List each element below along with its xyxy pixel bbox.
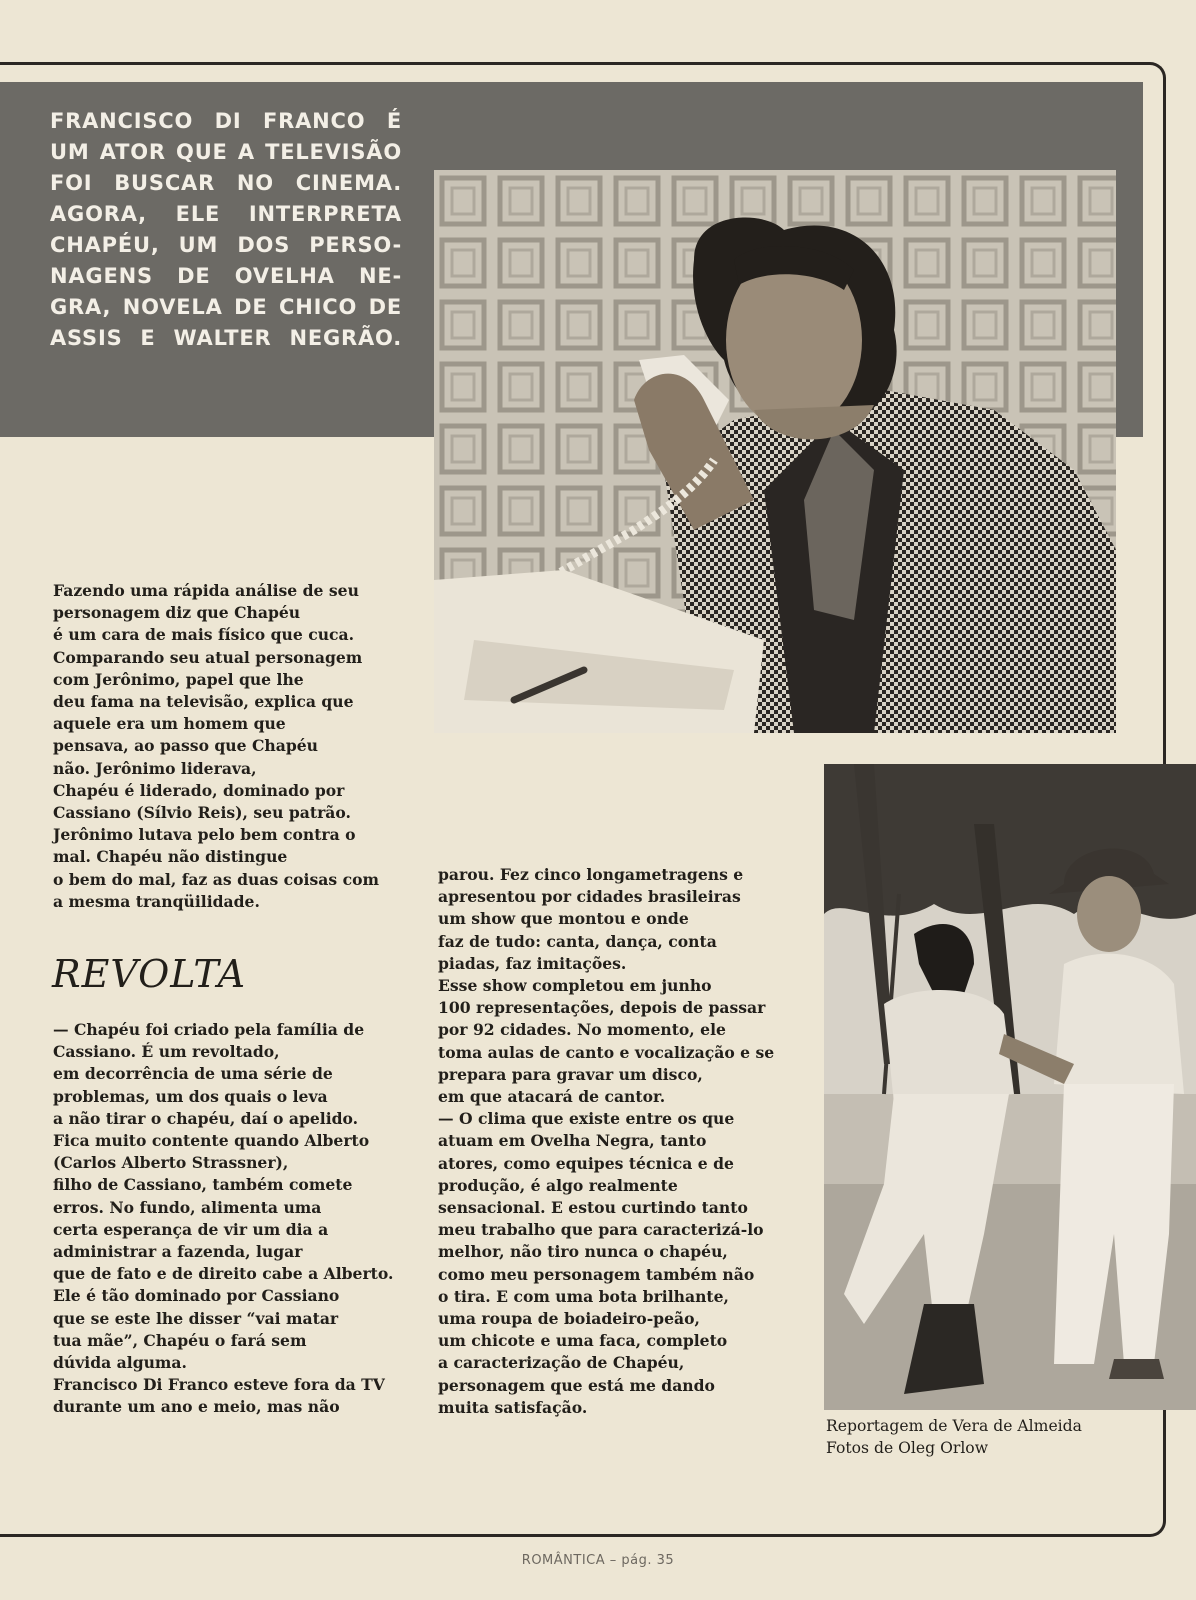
text-line: em decorrência de uma série de	[53, 1064, 333, 1084]
text-line: deu fama na televisão, explica que	[53, 692, 354, 712]
text-line: atores, como equipes técnica e de	[438, 1153, 734, 1173]
headline-line: FRANCISCO DI FRANCO É	[50, 109, 402, 133]
text-line: como meu personagem também não	[438, 1264, 755, 1284]
text-line: prepara para gravar um disco,	[438, 1064, 703, 1084]
actor-phone-image	[434, 170, 1116, 733]
text-line: erros. No fundo, alimenta uma	[53, 1197, 322, 1217]
text-line: Ele é tão dominado por Cassiano	[53, 1286, 340, 1306]
text-line: certa esperança de vir um dia a	[53, 1219, 329, 1239]
text-line: filho de Cassiano, também comete	[53, 1175, 353, 1195]
text-line: por 92 cidades. No momento, ele	[438, 1020, 726, 1040]
text-line: muita satisfação.	[438, 1397, 588, 1417]
text-line: Fazendo uma rápida análise de seu	[53, 581, 359, 600]
text-line: administrar a fazenda, lugar	[53, 1242, 303, 1262]
revolta-column	[53, 1019, 393, 1419]
text-line: Jerônimo lutava pelo bem contra o	[53, 825, 356, 845]
intro-column	[53, 580, 379, 913]
text-line: durante um ano e meio, mas não	[53, 1397, 340, 1417]
text-line: a caracterização de Chapéu,	[438, 1353, 685, 1373]
text-line: toma aulas de canto e vocalização e se	[438, 1042, 775, 1062]
text-line: com Jerônimo, papel que lhe	[53, 669, 304, 689]
text-line: o bem do mal, faz as duas coisas com	[53, 869, 379, 889]
text-line: mal. Chapéu não distingue	[53, 847, 288, 867]
photo-credits	[826, 1415, 1082, 1459]
headline-line: AGORA, ELE INTERPRETA	[50, 202, 402, 226]
headline-line: ASSIS E WALTER NEGRÃO.	[50, 326, 402, 350]
text-line: um chicote e uma faca, completo	[438, 1331, 728, 1351]
headline-line: CHAPÉU, UM DOS PERSO-	[50, 233, 402, 257]
text-line: melhor, não tiro nunca o chapéu,	[438, 1242, 728, 1262]
text-line: parou. Fez cinco longametragens e	[438, 865, 744, 884]
scene-image	[824, 764, 1196, 1410]
text-line: Fica muito contente quando Alberto	[53, 1131, 370, 1151]
text-line: Francisco Di Franco esteve fora da TV	[53, 1375, 385, 1395]
text-line: apresentou por cidades brasileiras	[438, 887, 741, 907]
headline-line: UM ATOR QUE A TELEVISÃO	[50, 140, 402, 164]
headline	[50, 106, 402, 354]
text-line: 100 representações, depois de passar	[438, 998, 766, 1018]
text-line: sensacional. E estou curtindo tanto	[438, 1198, 748, 1218]
continuation-column	[438, 864, 774, 1419]
text-line: Chapéu é liderado, dominado por	[53, 780, 345, 800]
text-line: — Chapéu foi criado pela família de	[53, 1020, 365, 1039]
text-line: — O clima que existe entre os que	[438, 1109, 735, 1129]
report-credit: Reportagem de Vera de Almeida	[826, 1417, 1082, 1435]
text-line: o tira. E com uma bota brilhante,	[438, 1286, 729, 1306]
text-line: um show que montou e onde	[438, 909, 689, 929]
text-line: é um cara de mais físico que cuca.	[53, 625, 355, 645]
text-line: (Carlos Alberto Strassner),	[53, 1153, 289, 1173]
text-line: Cassiano. É um revoltado,	[53, 1042, 280, 1062]
page-footer: ROMÂNTICA – pág. 35	[521, 1553, 675, 1568]
scene-photo	[824, 764, 1196, 1410]
text-line: meu trabalho que para caracterizá-lo	[438, 1220, 764, 1240]
text-line: dúvida alguma.	[53, 1353, 187, 1373]
text-line: problemas, um dos quais o leva	[53, 1086, 328, 1106]
text-line: pensava, ao passo que Chapéu	[53, 736, 319, 756]
text-line: em que atacará de cantor.	[438, 1087, 666, 1107]
text-line: não. Jerônimo liderava,	[53, 758, 257, 778]
text-line: produção, é algo realmente	[438, 1175, 678, 1195]
headline-line: GRA, NOVELA DE CHICO DE	[50, 295, 402, 319]
text-line: a não tirar o chapéu, daí o apelido.	[53, 1108, 359, 1128]
photo-credit: Fotos de Oleg Orlow	[826, 1439, 989, 1457]
headline-line: FOI BUSCAR NO CINEMA.	[50, 171, 402, 195]
text-line: personagem diz que Chapéu	[53, 603, 301, 623]
text-line: Cassiano (Sílvio Reis), seu patrão.	[53, 803, 351, 823]
actor-phone-photo	[434, 170, 1116, 733]
section-heading: REVOLTA	[52, 952, 247, 996]
text-line: atuam em Ovelha Negra, tanto	[438, 1131, 707, 1151]
text-line: uma roupa de boiadeiro-peão,	[438, 1309, 700, 1329]
text-line: tua mãe”, Chapéu o fará sem	[53, 1330, 307, 1350]
text-line: que se este lhe disser “vai matar	[53, 1308, 339, 1328]
text-line: a mesma tranqüilidade.	[53, 891, 260, 911]
text-line: faz de tudo: canta, dança, conta	[438, 931, 717, 951]
text-line: Comparando seu atual personagem	[53, 647, 363, 667]
text-line: personagem que está me dando	[438, 1375, 715, 1395]
text-line: Esse show completou em junho	[438, 976, 712, 996]
headline-line: NAGENS DE OVELHA NE-	[50, 264, 402, 288]
text-line: piadas, faz imitações.	[438, 953, 627, 973]
text-line: aquele era um homem que	[53, 714, 286, 734]
text-line: que de fato e de direito cabe a Alberto.	[53, 1264, 394, 1284]
